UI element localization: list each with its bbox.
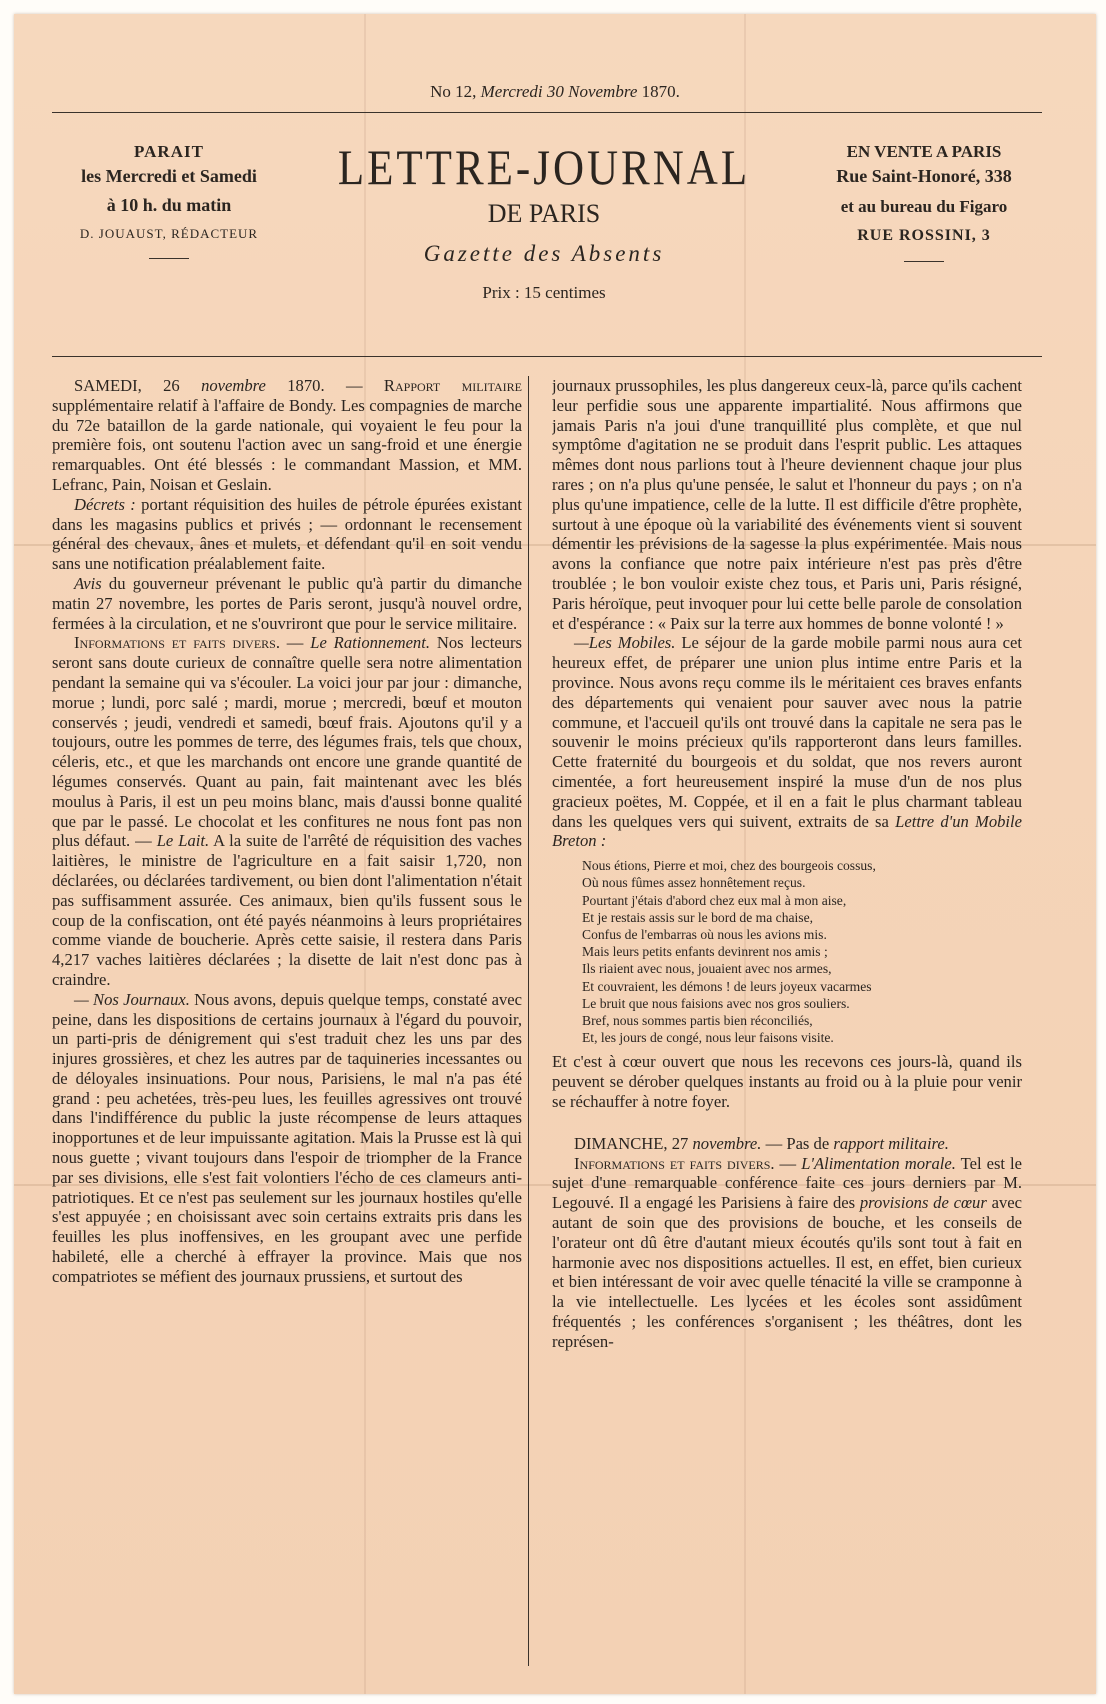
poem-line: Le bruit que nous faisions avec nos gros souliers.: [582, 995, 850, 1011]
sale-office-address: RUE ROSSINI, 3: [857, 227, 991, 244]
poem-line: Mais leurs petits enfants devinrent nos amis ;: [582, 944, 828, 960]
newspaper-sheet: [14, 14, 1096, 1694]
poem-line: Pourtant j'étais d'abord chez eux mal à mon aise,: [582, 892, 847, 908]
article-paragraph: — Nos Journaux. Nous avons, depuis quelque temps, constaté avec peine, dans les dispositions de certains journaux à l'égard du pouvoir, un parti-pris de dénigrement qui s'est traduit chez les uns par des injures grossières, et chez les autres par de taquineries incessantes ou de déloyales insinuations. Pour nous, Parisiens, le mal n'a pas été grand : peu achetées, très-peu lues, les feuilles agressives ont trouvé dans l'indifférence du public la juste récompense de leurs attaques inopportunes et de leur impuissante agitation. Mais la Prusse est là qui nous guette ; vivant toujours dans l'espoir de triompher de la France par ses divisions, elle s'est fait volontiers l'écho de ces clameurs anti-patriotiques. Et ce n'est pas seulement sur les journaux hostiles qu'elle s'est appuyée ; en choisissant avec soin certains extraits pris dans les feuilles les plus inoffensives, en les groupant avec une perfide habileté, elle a cherché à effrayer la province. Mais que nos compatriotes se méfient des journaux prussiens, et surtout des: [52, 989, 522, 1286]
publication-label: PARAIT: [134, 142, 204, 161]
article-paragraph: —Les Mobiles. Le séjour de la garde mobile parmi nous aura cet heureux effet, de préparer une union plus intime entre Paris et la province. Nous avons reçu comme ils le méritaient ces braves enfants des départements qui venaient pour sauver avec nous la patrie commune, et l'accueil qu'ils ont trouvé dans la capitale ne sera pas le souvenir le moins précieux qu'ils rapporteront dans leurs familles. Cette fraternité du bourgeois et du soldat, que nos revers auront cimentée, a fort heureusement inspiré la muse d'un de nos plus gracieux poëtes, M. Coppée, et il en a fait le plus charmant tableau dans les quelques vers qui suivent, extraits de sa Lettre d'un Mobile Breton :: [552, 633, 1022, 851]
publication-days: les Mercredi et Samedi: [81, 166, 257, 186]
masthead-center: [314, 141, 774, 303]
publication-time: à 10 h. du matin: [106, 195, 232, 215]
header-top-rule: [52, 112, 1042, 113]
section-gap: [552, 1112, 1022, 1134]
article-paragraph: Informations et faits divers. — Le Rationnement. Nos lecteurs seront sans doute curieux de connaître quelle sera notre alimentation pendant la semaine qui va s'écouler. La voici jour par jour : dimanche, morue ; lundi, porc salé ; mardi, morue ; mercredi, bœuf et mouton conservés ; jeudi, vendredi et samedi, bœuf frais. Ajoutons qu'il y a toujours, outre les pommes de terre, des légumes frais, tels que choux, céleris, etc., et que les marchands ont encore une grande quantité de légumes conservés. Quant au pain, fait maintenant avec les blés moulus à Paris, il est un peu moins blanc, mais d'aussi bonne qualité que par le passé. Le chocolat et les confitures ne nous font pas non plus défaut. — Le Lait. A la suite de l'arrêté de réquisition des vaches laitières, le ministre de l'agriculture en a fait saisir 1,720, non déclarées, ou déclarées tardivement, ou bien dont l'alimentation n'était pas suffisamment assurée. Ces animaux, bien qu'ils fussent sous le coup de la confiscation, ont été payés néanmoins à leurs propriétaires comme viande de boucherie. Après cette saisie, il restera dans Paris 4,217 vaches laitières déclarées ; la disette de lait n'est donc pas à craindre.: [52, 633, 522, 989]
issue-year: 1870.: [641, 82, 680, 101]
right-column: [552, 376, 1022, 1666]
newspaper-subtitle: DE PARIS: [487, 199, 601, 228]
article-paragraph: Et c'est à cœur ouvert que nous les recevons ces jours-là, quand ils peuvent se dérober quelques instants au froid ou à la pluie pour venir se réchauffer à notre foyer.: [552, 1052, 1022, 1111]
article-paragraph: DIMANCHE, 27 novembre. — Pas de rapport militaire.: [574, 1133, 949, 1153]
issue-line: [14, 82, 1096, 102]
sale-office: et au bureau du Figaro: [840, 197, 1008, 216]
poem-line: Et, les jours de congé, nous leur faisons visite.: [582, 1030, 834, 1046]
newspaper-tagline: Gazette des Absents: [423, 241, 665, 266]
poem-line: Et couvraient, les démons ! de leurs joyeux vacarmes: [582, 978, 872, 994]
issue-date: Mercredi 30 Novembre: [480, 82, 638, 101]
masthead-left: [44, 142, 294, 259]
editor-name: D. JOUAUST, RÉDACTEUR: [79, 226, 259, 241]
poem-line: Nous étions, Pierre et moi, chez des bourgeois cossus,: [582, 858, 876, 874]
article-paragraph: SAMEDI, 26 novembre 1870. — Rapport militaire supplémentaire relatif à l'affaire de Bondy. Les compagnies de marche du 72e bataillon de la garde nationale, qui voyaient le feu pour la première fois, ont soutenu l'action avec un sang-froid et une énergie remarquables. Ont été blessés : le commandant Massion, et MM. Lefranc, Pain, Noisan et Geslain.: [52, 376, 522, 494]
newspaper-title: LETTRE-JOURNAL: [337, 141, 751, 196]
ornament-rule: [904, 261, 944, 262]
article-paragraph: journaux prussophiles, les plus dangereux ceux-là, parce qu'ils cachent leur perfidie sous une apparente impartialité. Nous affirmons que jamais Paris n'a joui d'une tranquillité plus complète, et que nul symptôme d'agitation ne se produit dans l'esprit public. Les attaques mêmes dont nous parlions tout à l'heure deviennent chaque jour plus rares ; on n'a plus qu'une pensée, le salut et l'honneur du pays ; on n'a plus qu'une impatience, celle de la lutte. Il est difficile d'être prophète, surtout à une époque où la variabilité des événements vient si souvent démentir les prévisions de la sagesse la plus expérimentée. Mais nous avons la confiance que notre paix intérieure n'est pas près d'être troublée ; le bon vouloir existe chez tous, et Paris uni, Paris résigné, Paris héroïque, peut invoquer pour lui cette belle parole de consolation et d'espérance : « Paix sur la terre aux hommes de bonne volonté ! »: [552, 376, 1022, 633]
article-paragraph: Décrets : portant réquisition des huiles de pétrole épurées existant dans les magasins publics et privés ; — ordonnant le recensement général des chevaux, ânes et mulets, et défendant qu'il en soit vendu sans une notification préalablement faite.: [52, 494, 522, 574]
poem-line: Bref, nous sommes partis bien réconciliés,: [582, 1012, 813, 1028]
newspaper-price: Prix : 15 centimes: [482, 283, 606, 302]
ornament-rule: [149, 258, 189, 259]
article-paragraph: Informations et faits divers. — L'Alimentation morale. Tel est le sujet d'une remarquable conférence faite ces jours derniers par M. Legouvé. Il a engagé les Parisiens à faire des provisions de cœur avec autant de soin que des provisions de bouche, et les conseils de l'orateur ont dû être d'autant mieux écoutés qu'ils sont tout à fait en harmonie avec nos dispositions actuelles. Il est, en effet, bien curieux et bien intéressant de voir avec quelle ténacité la ville se cramponne à la vie intellectuelle. Les lycées et les écoles sont assidûment fréquentés ; les conférences s'organisent ; les théâtres, dont les représen-: [552, 1153, 1022, 1351]
poem-line: Confus de l'embarras où nous les avions mis.: [582, 926, 827, 942]
sale-label: EN VENTE A PARIS: [846, 142, 1002, 161]
poem-line: Où nous fûmes assez honnêtement reçus.: [582, 875, 806, 891]
poem-line: Et je restais assis sur le bord de ma chaise,: [582, 909, 814, 925]
article-paragraph: Avis du gouverneur prévenant le public qu'à partir du dimanche matin 27 novembre, les portes de Paris seront, jusqu'à nouvel ordre, fermées à la circulation, et ne s'ouvriront que pour le service militaire.: [52, 573, 522, 633]
poem-line: Ils riaient avec nous, jouaient avec nos armes,: [582, 961, 832, 977]
sale-address: Rue Saint-Honoré, 338: [836, 166, 1012, 186]
header-bottom-rule: [52, 356, 1042, 357]
poem-verses: [582, 857, 1022, 1046]
column-divider: [528, 376, 529, 1666]
masthead-right: [784, 142, 1064, 262]
left-column: [52, 376, 522, 1666]
issue-number: No 12,: [430, 82, 477, 101]
